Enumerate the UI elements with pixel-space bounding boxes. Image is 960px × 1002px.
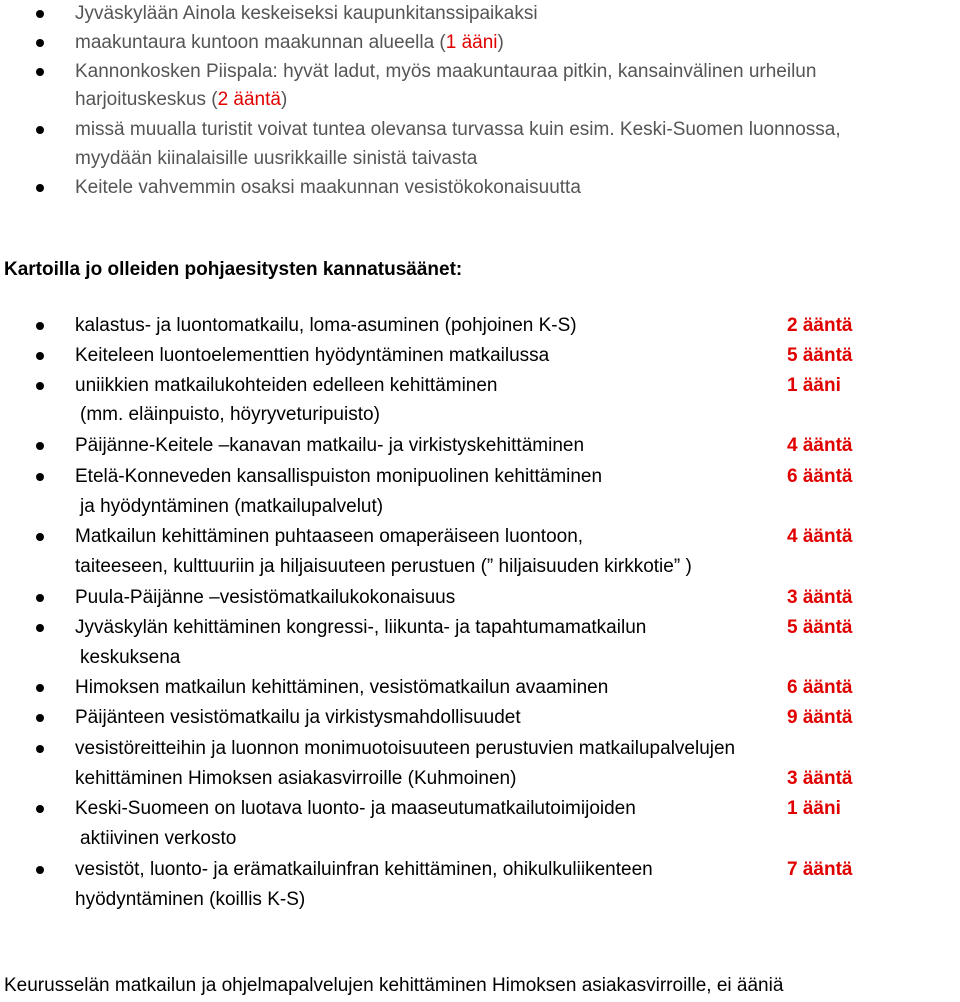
item-text: myydään kiinalaisille uusrikkaille sinistä taivasta	[75, 148, 478, 169]
item-text: kalastus- ja luontomatkailu, loma-asuminen (pohjoinen K-S)	[75, 315, 577, 336]
list-item	[0, 584, 960, 612]
footer-text: Keurusselän matkailun ja ohjelmapalvelujen kehittäminen Himoksen asiakasvirroille, ei ääniä	[4, 975, 784, 996]
item-text: Keiteleen luontoelementtien hyödyntäminen matkailussa	[75, 345, 550, 366]
item-text: missä muualla turistit voivat tuntea olevansa turvassa kuin esim. Keski-Suomen luonnossa,	[75, 119, 841, 140]
bullet-icon	[36, 68, 44, 76]
bullet-icon	[36, 126, 44, 134]
list-item	[0, 372, 960, 400]
list-item	[0, 312, 960, 340]
item-text: (mm. eläinpuisto, höyryveturipuisto)	[80, 404, 380, 425]
vote-count: 3 ääntä	[787, 768, 853, 789]
item-text: Etelä-Konneveden kansallispuiston monipuolinen kehittäminen	[75, 466, 603, 487]
item-text: Päijänne-Keitele –kanavan matkailu- ja virkistyskehittäminen	[75, 435, 585, 456]
item-text: Päijänteen vesistömatkailu ja virkistysmahdollisuudet	[75, 707, 521, 728]
vote-count: 6 ääntä	[787, 466, 853, 487]
bullet-icon	[36, 322, 44, 330]
list-item-continuation	[0, 553, 960, 581]
list-item-continuation	[0, 86, 960, 114]
vote-count: 1 ääni	[787, 375, 841, 396]
list-item	[0, 856, 960, 884]
vote-count: 6 ääntä	[787, 677, 853, 698]
list-item	[0, 735, 960, 763]
vote-count: 5 ääntä	[787, 345, 853, 366]
item-text: Keitele vahvemmin osaksi maakunnan vesistökokonaisuutta	[75, 177, 581, 198]
vote-count: 3 ääntä	[787, 587, 853, 608]
list-item-continuation	[0, 886, 960, 914]
bullet-icon	[36, 39, 44, 47]
bullet-icon	[36, 533, 44, 541]
bullet-icon	[36, 442, 44, 450]
vote-count: 1 ääni	[787, 798, 841, 819]
bullet-icon	[36, 684, 44, 692]
bullet-icon	[36, 382, 44, 390]
item-text: keskuksena	[80, 647, 181, 668]
list-item	[0, 29, 960, 57]
list-item	[0, 58, 960, 86]
vote-count: 4 ääntä	[787, 526, 853, 547]
heading-text: Kartoilla jo olleiden pohjaesitysten kannatusäänet:	[4, 259, 463, 280]
item-text: Keski-Suomeen on luotava luonto- ja maaseutumatkailutoimijoiden	[75, 798, 636, 819]
list-item	[0, 432, 960, 460]
vote-count: 9 ääntä	[787, 707, 853, 728]
item-text: hyödyntäminen (koillis K-S)	[75, 889, 306, 910]
vote-count: 7 ääntä	[787, 859, 853, 880]
vote-count: 5 ääntä	[787, 617, 853, 638]
list-item-continuation	[0, 644, 960, 672]
bullet-icon	[36, 184, 44, 192]
vote-count: 1 ääni	[445, 32, 498, 53]
item-text: harjoituskeskus (2 ääntä)	[75, 89, 288, 110]
list-item	[0, 463, 960, 491]
item-text: Kannonkosken Piispala: hyvät ladut, myös maakuntauraa pitkin, kansainvälinen urheilun	[75, 61, 817, 82]
bullet-icon	[36, 624, 44, 632]
bullet-icon	[36, 805, 44, 813]
section-heading	[0, 256, 960, 284]
list-item-continuation	[0, 145, 960, 173]
bullet-icon	[36, 10, 44, 18]
list-item-continuation	[0, 493, 960, 521]
list-item	[0, 116, 960, 144]
list-item-continuation	[0, 825, 960, 853]
vote-count: 2 ääntä	[787, 315, 853, 336]
item-text: Matkailun kehittäminen puhtaaseen omaperäiseen luontoon,	[75, 526, 584, 547]
item-text: taiteeseen, kulttuuriin ja hiljaisuuteen perustuen (” hiljaisuuden kirkkotie” )	[75, 556, 692, 577]
list-item	[0, 342, 960, 370]
list-item	[0, 523, 960, 551]
item-text: Himoksen matkailun kehittäminen, vesistömatkailun avaaminen	[75, 677, 609, 698]
list-item-continuation	[0, 765, 960, 793]
list-item	[0, 174, 960, 202]
bullet-icon	[36, 745, 44, 753]
bullet-icon	[36, 866, 44, 874]
item-text: kehittäminen Himoksen asiakasvirroille (Kuhmoinen)	[75, 768, 517, 789]
bullet-icon	[36, 352, 44, 360]
item-text: Jyväskylän kehittäminen kongressi-, liikunta- ja tapahtumamatkailun	[75, 617, 647, 638]
item-text: ja hyödyntäminen (matkailupalvelut)	[80, 496, 384, 517]
vote-count: 2 ääntä	[217, 89, 281, 110]
list-item-continuation	[0, 401, 960, 429]
list-item	[0, 0, 960, 28]
list-item	[0, 795, 960, 823]
item-text: vesistöt, luonto- ja erämatkailuinfran kehittäminen, ohikulkuliikenteen	[75, 859, 653, 880]
item-text: uniikkien matkailukohteiden edelleen kehittäminen	[75, 375, 498, 396]
bullet-icon	[36, 714, 44, 722]
list-item	[0, 704, 960, 732]
vote-count: 4 ääntä	[787, 435, 853, 456]
item-text: Puula-Päijänne –vesistömatkailukokonaisuus	[75, 587, 456, 608]
item-text: aktiivinen verkosto	[80, 828, 237, 849]
item-text: Jyväskylään Ainola keskeiseksi kaupunkitanssipaikaksi	[75, 3, 538, 24]
list-item	[0, 614, 960, 642]
footer-note	[0, 972, 960, 1000]
item-text: maakuntaura kuntoon maakunnan alueella (1 ääni)	[75, 32, 504, 53]
bullet-icon	[36, 473, 44, 481]
bullet-icon	[36, 594, 44, 602]
list-item	[0, 674, 960, 702]
item-text: vesistöreitteihin ja luonnon monimuotoisuuteen perustuvien matkailupalvelujen	[75, 738, 736, 759]
